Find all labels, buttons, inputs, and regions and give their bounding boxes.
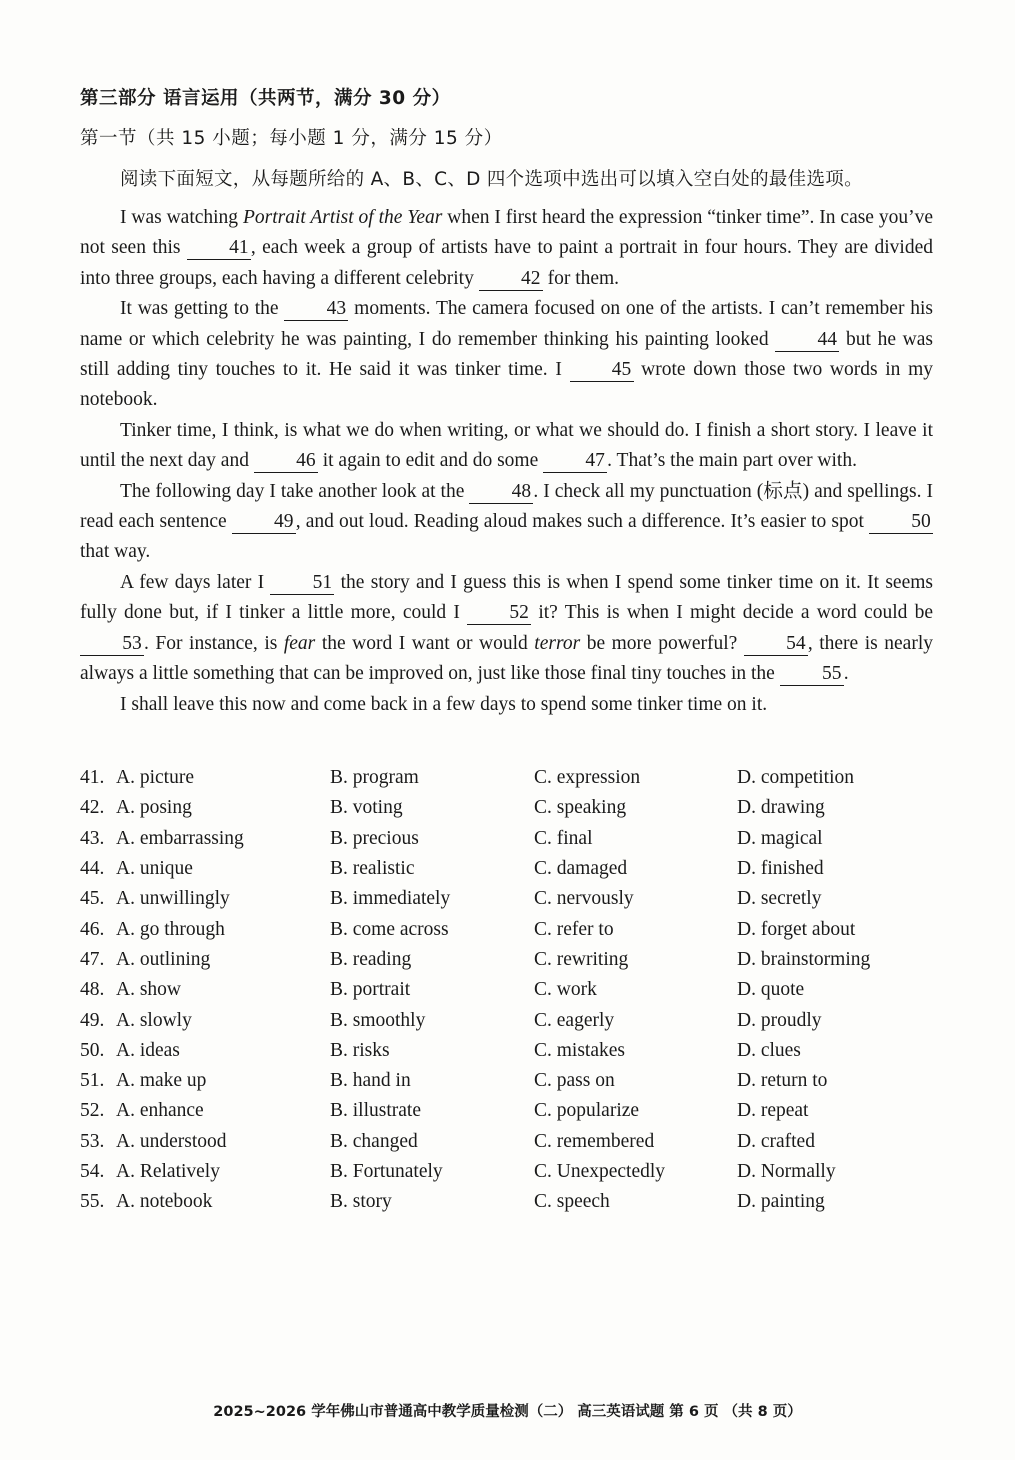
text: , and out loud. Reading aloud makes such a difference. It’s easier to spot <box>295 511 869 533</box>
question-number: 55. <box>80 1191 105 1213</box>
option-c: C. speaking <box>534 797 627 819</box>
question-number: 46. <box>80 918 105 940</box>
option-c: C. rewriting <box>534 948 629 970</box>
option-b: B. changed <box>330 1130 418 1152</box>
option-d: D. crafted <box>737 1130 815 1152</box>
option-a: A. unique <box>116 858 193 880</box>
option-d: D. drawing <box>737 797 825 819</box>
blank-43: 43 <box>284 298 348 321</box>
option-row-49 <box>80 1005 940 1035</box>
option-d: D. quote <box>737 979 805 1001</box>
option-d: D. finished <box>737 858 824 880</box>
blank-51: 51 <box>270 572 334 595</box>
italic-word-terror: terror <box>534 632 581 654</box>
option-d: D. clues <box>737 1039 801 1061</box>
option-a: A. outlining <box>116 948 211 970</box>
option-b: B. voting <box>330 797 403 819</box>
text: wrote down those two words in my notebook. <box>80 359 933 411</box>
show-title: Portrait Artist of the Year <box>242 207 443 228</box>
text: Tinker time, I think, is what we do when writing, or what we should do. I finish a short story. I leave it until the next day and <box>80 419 933 472</box>
option-d: D. competition <box>737 767 854 789</box>
option-a: A. show <box>116 979 182 1001</box>
option-a: A. go through <box>116 918 225 940</box>
option-c: C. work <box>534 979 597 1001</box>
text: I was watching <box>120 207 243 228</box>
blank-41: 41 <box>187 237 251 260</box>
text: it? This is when I might decide a word could be <box>531 602 933 624</box>
option-a: A. unwillingly <box>116 888 230 910</box>
cloze-passage <box>80 203 933 720</box>
text: that way. <box>80 541 151 563</box>
option-c: C. mistakes <box>534 1039 625 1061</box>
option-row-44 <box>80 854 940 884</box>
option-d: D. Normally <box>737 1161 836 1182</box>
question-number: 43. <box>80 827 105 849</box>
blank-47: 47 <box>543 450 607 473</box>
blank-44: 44 <box>775 329 839 352</box>
option-row-43 <box>80 824 940 854</box>
option-d: D. brainstorming <box>737 948 871 970</box>
option-row-53 <box>80 1127 940 1157</box>
question-number: 53. <box>80 1130 105 1152</box>
question-number: 52. <box>80 1100 105 1122</box>
text: , there is nearly always a little something that can be improved on, just like those final tiny touches in the <box>80 632 933 685</box>
option-row-47 <box>80 945 940 975</box>
question-number: 44. <box>80 858 105 880</box>
text: for them. <box>542 267 620 289</box>
paragraph-2 <box>80 294 933 416</box>
option-b: B. Fortunately <box>330 1161 443 1182</box>
option-a: A. enhance <box>116 1100 204 1122</box>
text: the word I want or would <box>315 632 535 654</box>
paragraph-3 <box>80 416 933 477</box>
option-b: B. reading <box>330 948 412 970</box>
blank-50: 50 <box>869 511 933 534</box>
option-b: B. smoothly <box>330 1009 426 1031</box>
option-a: A. posing <box>116 797 192 819</box>
question-number: 45. <box>80 888 105 910</box>
paragraph-4 <box>80 477 933 568</box>
question-number: 49. <box>80 1009 105 1031</box>
question-number: 42. <box>80 797 105 819</box>
option-a: A. make up <box>116 1070 207 1092</box>
option-b: B. immediately <box>330 888 451 910</box>
text: moments. The camera focused on one of the artists. I can’t remember his name or which celebrity he was painting, I do remember thinking his painting looked <box>80 298 934 350</box>
text: . That’s the main part over with. <box>607 450 857 472</box>
paragraph-5 <box>80 568 933 690</box>
option-c: C. eagerly <box>534 1009 615 1031</box>
option-a: A. understood <box>116 1130 227 1152</box>
text: A few days later I <box>120 571 271 593</box>
italic-word-fear: fear <box>283 632 316 654</box>
paragraph-6: I shall leave this now and come back in a few days to spend some tinker time on it. <box>120 693 768 715</box>
option-c: C. remembered <box>534 1130 655 1152</box>
option-a: A. picture <box>116 767 194 789</box>
option-b: B. come across <box>330 918 449 940</box>
option-b: B. program <box>330 767 419 789</box>
option-c: C. damaged <box>534 858 628 880</box>
question-number: 54. <box>80 1161 105 1182</box>
option-b: B. risks <box>330 1039 390 1061</box>
instruction-text: 阅读下面短文，从每题所给的 A、B、C、D 四个选项中选出可以填入空白处的最佳选项。 <box>120 169 863 190</box>
option-row-45 <box>80 884 940 914</box>
option-a: A. Relatively <box>116 1161 220 1182</box>
option-d: D. painting <box>737 1191 825 1213</box>
option-d: D. forget about <box>737 918 856 940</box>
option-c: C. nervously <box>534 888 634 910</box>
option-c: C. refer to <box>534 918 614 940</box>
option-a: A. notebook <box>116 1191 213 1213</box>
option-c: C. expression <box>534 767 641 789</box>
option-row-52 <box>80 1096 940 1126</box>
blank-52: 52 <box>467 602 531 625</box>
option-row-54 <box>80 1157 940 1187</box>
blank-53: 53 <box>80 633 144 656</box>
option-row-50 <box>80 1036 940 1066</box>
text: it again to edit and do some <box>317 450 544 472</box>
option-row-55 <box>80 1187 940 1217</box>
option-c: C. pass on <box>534 1070 615 1092</box>
text: but he was still adding tiny touches to it. He said it was tinker time. I <box>80 328 933 381</box>
option-d: D. return to <box>737 1070 828 1092</box>
blank-45: 45 <box>570 359 634 382</box>
text: . I check all my punctuation (标点) and spellings. I read each sentence <box>80 480 933 533</box>
text: . For instance, is <box>144 632 284 654</box>
blank-46: 46 <box>254 450 318 473</box>
option-b: B. portrait <box>330 979 411 1001</box>
option-b: B. precious <box>330 827 419 849</box>
paragraph-1 <box>80 203 933 294</box>
sub-section-title: 第一节（共 15 小题；每小题 1 分，满分 15 分） <box>80 128 503 149</box>
option-row-51 <box>80 1066 940 1096</box>
option-a: A. slowly <box>116 1009 192 1031</box>
question-number: 48. <box>80 979 105 1001</box>
option-c: C. speech <box>534 1191 610 1213</box>
blank-49: 49 <box>232 511 296 534</box>
option-b: B. story <box>330 1191 392 1213</box>
answer-options <box>80 763 940 1217</box>
text: be more powerful? <box>580 632 744 654</box>
option-c: C. Unexpectedly <box>534 1161 666 1182</box>
option-a: A. embarrassing <box>116 827 244 849</box>
option-b: B. hand in <box>330 1070 411 1092</box>
option-d: D. repeat <box>737 1100 809 1122</box>
text: The following day I take another look at the <box>120 480 470 502</box>
question-number: 47. <box>80 948 105 970</box>
text: It was getting to the <box>120 298 285 320</box>
blank-54: 54 <box>744 633 808 656</box>
option-b: B. illustrate <box>330 1100 421 1122</box>
option-d: D. secretly <box>737 888 822 910</box>
option-row-48 <box>80 975 940 1005</box>
option-a: A. ideas <box>116 1039 180 1061</box>
blank-55: 55 <box>780 663 844 686</box>
text: , each week a group of artists have to paint a portrait in four hours. They are divided into three groups, each having a different celebrity <box>80 237 933 289</box>
blank-48: 48 <box>469 481 533 504</box>
text: when I first heard the expression “tinker time”. In case you’ve not seen this <box>80 207 933 259</box>
option-row-42 <box>80 793 940 823</box>
option-b: B. realistic <box>330 858 415 880</box>
text: . <box>843 663 849 685</box>
option-c: C. popularize <box>534 1100 640 1122</box>
question-number: 51. <box>80 1070 105 1092</box>
blank-42: 42 <box>479 268 543 291</box>
text: the story and I guess this is when I spend some tinker time on it. It seems fully done but, if I tinker a little more, could I <box>80 571 933 624</box>
option-c: C. final <box>534 827 593 849</box>
section-title: 第三部分 语言运用（共两节，满分 30 分） <box>80 88 451 109</box>
option-d: D. proudly <box>737 1009 822 1031</box>
question-number: 50. <box>80 1039 105 1061</box>
option-row-41 <box>80 763 940 793</box>
option-d: D. magical <box>737 827 823 849</box>
option-row-46 <box>80 914 940 944</box>
page-footer: 2025~2026 学年佛山市普通高中教学质量检测（二） 高三英语试题 第 6 页 （共 8 页） <box>213 1404 802 1420</box>
question-number: 41. <box>80 767 105 789</box>
